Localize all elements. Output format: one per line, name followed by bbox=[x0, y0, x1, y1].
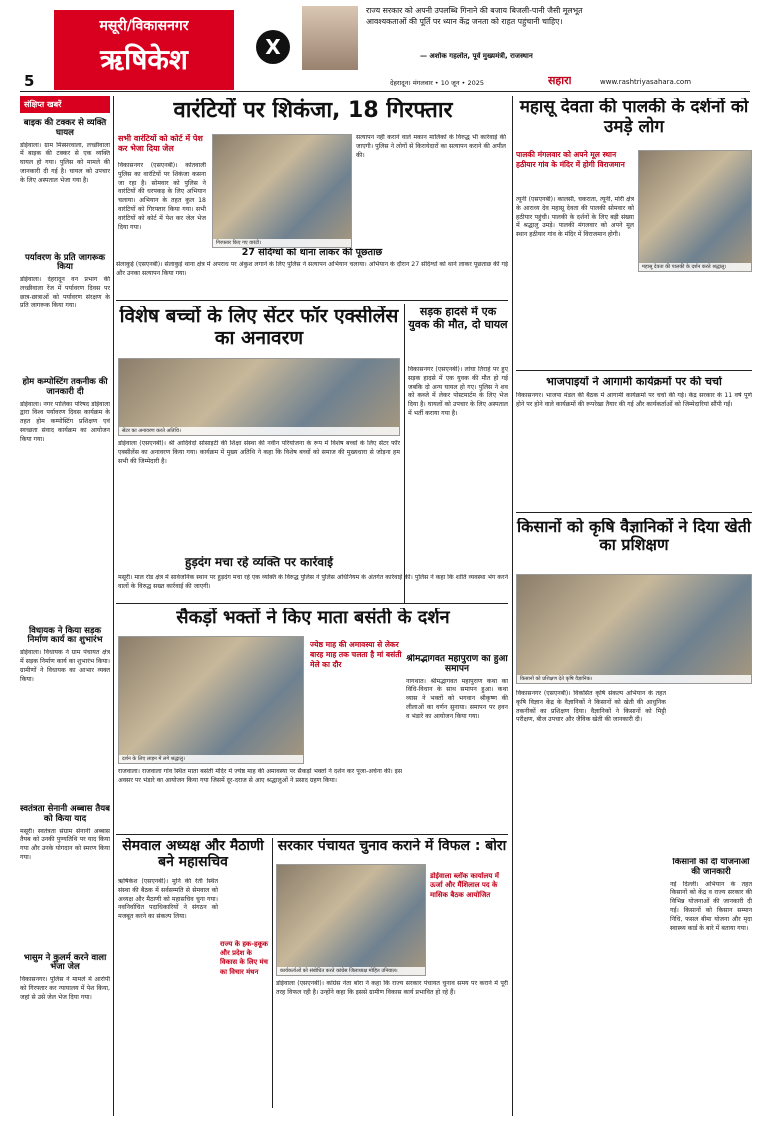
farmers-body: विकासनगर (एसएनबी)। विकसित कृषि संकल्प अभियान के तहत कृषि विज्ञान केंद्र के वैज्ञानिकों ने किसानों को खेती की आधुनिक तकनीकों का प्रशिक्षण दिया। वैज्ञानिकों ने किसानों को मिट्टी परीक्षण, बीज उपचार और जैविक खेती की जानकारी दी। bbox=[516, 690, 666, 724]
brief-body: विकासनगर। पुलिस ने मामले में आरोपी को गिरफ्तार कर न्यायालय में पेश किया, जहां से उसे जेल भेज दिया गया। bbox=[20, 976, 110, 1001]
farmers-headline: किसानों को कृषि वैज्ञानिकों ने दिया खेती का प्रशिक्षण bbox=[517, 518, 751, 555]
website: www.rashtriyasahara.com bbox=[600, 78, 692, 86]
mahasu-body: त्यूनी (एसएनबी)। कालसी, चकराता, त्यूनी, मोरी क्षेत्र के आराध्य देव महासू देवता की पालकी सोमवार को हठीयार पहुंची। पालकी के दर्शनों के लिए बड़ी संख्या में श्रद्धालु उमड़े। पालकी मंगलवार को अपने मूल स्थान हठीयार गांव के मंदिर में विराजमान होगी। bbox=[516, 196, 634, 239]
column-rule bbox=[113, 96, 114, 1116]
section-rule bbox=[116, 300, 508, 301]
callout-text: डोईवाला ब्लॉक कार्यालय में ऊर्जा और मैंशिलाल पद के मासिक बैठक आयोजित bbox=[430, 872, 499, 899]
brief-title: पर्यावरण के प्रति जागरूक किया bbox=[24, 252, 106, 273]
paper-logo: सहारा bbox=[548, 74, 572, 87]
section-banner bbox=[54, 10, 234, 90]
section-title: ऋषिकेश bbox=[100, 43, 188, 76]
edition-label: मसूरी/विकासनगर bbox=[99, 18, 189, 34]
section-rule bbox=[516, 370, 752, 371]
lead-box-title: 27 संदिग्धों को थाना लाकर की पूछताछ bbox=[241, 248, 383, 258]
mahasu-headline: महासू देवता की पालकी के दर्शनों को उमड़े लोग bbox=[519, 98, 749, 137]
photo-caption: किसानों को प्रशिक्षण देते कृषि वैज्ञानिक। bbox=[517, 675, 751, 683]
bora-callout bbox=[430, 872, 508, 900]
devotees-box bbox=[406, 654, 508, 832]
brief-title: भासुम ने कुलर्म करने वाला भेजा जेल bbox=[23, 952, 107, 973]
brief-item bbox=[20, 119, 110, 248]
road-headline: सड़क हादसे में एक युवक की मौत, दो घायल bbox=[408, 306, 508, 331]
semwal-callout bbox=[220, 940, 270, 977]
farmers-photo bbox=[516, 574, 752, 684]
bjp-body: विकासनगर। भाजपा मंडल की बैठक में आगामी कार्यक्रमों पर चर्चा की गई। केंद्र सरकार के 11 वर्ष पूर्ण होने पर होने वाले कार्यक्रमों की रूपरेखा तैयार की गई और कार्यकर्ताओं को जिम्मेदारियां सौंपी गईं। bbox=[516, 392, 752, 408]
brief-item bbox=[20, 378, 110, 621]
bora-headline: सरकार पंचायत चुनाव कराने में विफल : बोरा bbox=[277, 838, 507, 854]
photo-caption: सेंटर का अनावरण करते अतिथि। bbox=[119, 427, 399, 435]
callout-text: ज्येष्ठ माह की अमावस्या से लेकर बारह माह तक चलता है मां बसंती मेले का दौर bbox=[310, 640, 402, 670]
brief-column bbox=[20, 96, 110, 1116]
brief-body: डोईवाला। विधायक ने ग्राम पंचायत क्षेत्र में सड़क निर्माण कार्य का शुभारंभ किया। ग्रामीणों ने विधायक का आभार व्यक्त किया। bbox=[20, 649, 110, 683]
semwal-body: ऋषिकेश (एसएनबी)। मुनि की रेती स्थित संस्था की बैठक में सर्वसम्मति से सेमवाल को अध्यक्ष और मैठाणी को महासचिव चुना गया। नवनिर्वाचित पदाधिकारियों ने संगठन को मजबूत करने का संकल्प लिया। bbox=[118, 878, 218, 921]
column-rule bbox=[512, 96, 513, 1116]
quote-author: — अशोक गहलोत, पूर्व मुख्यमंत्री, राजस्थान bbox=[420, 52, 533, 60]
special-headline: विशेष बच्चों के लिए सेंटर फॉर एक्सीलेंस का अनावरण bbox=[119, 306, 399, 349]
bora-body: डोईवाला (एसएनबी)। कांग्रेस नेता बोरा ने कहा कि राज्य सरकार पंचायत चुनाव समय पर कराने में पूरी तरह विफल रही है। उन्होंने कहा कि इससे ग्रामीण विकास कार्य प्रभावित हो रहे हैं। bbox=[276, 980, 508, 996]
special-body: डोईवाला (एसएनबी)। श्री आदिवेदो सोसाइटी की शिक्षा संस्था की नवीन परियोजना के रूप में विशेष बच्चों के लिए सेंटर फॉर एक्सीलेंस का अनावरण किया गया। कार्यक्रम में मुख्य अतिथि ने कहा कि विशेष बच्चों को समाज की मुख्यधारा से जोड़ना हम सभी की जिम्मेदारी है। bbox=[118, 440, 400, 465]
photo-caption: दर्शन के लिए लाइन में लगे श्रद्धालु। bbox=[119, 755, 303, 763]
brief-body: मसूरी। स्वतंत्रता संग्राम सेनानी अब्बास तैयब को उनकी पुण्यतिथि पर याद किया गया और उनके योगदान को स्मरण किया गया। bbox=[20, 827, 110, 862]
brief-body: डोईवाला। नगर पालिका परिषद डोईवाला द्वारा विश्व पर्यावरण दिवस कार्यक्रम के तहत होम कम्पोस्टिंग प्रशिक्षण एवं स्वच्छता संवाद कार्यक्रम का आयोजन किया गया। bbox=[20, 400, 110, 443]
brief-item bbox=[20, 805, 110, 948]
section-rule bbox=[116, 834, 508, 835]
section-rule bbox=[516, 512, 752, 513]
column-rule bbox=[404, 304, 405, 604]
mahasu-callout bbox=[516, 150, 634, 170]
photo-caption: कार्यकर्ताओं को संबोधित करते कांग्रेस जिलाध्यक्ष मोहित उनियाल। bbox=[277, 967, 425, 975]
section-rule bbox=[116, 603, 508, 604]
hudgana-body: मसूरी। माल रोड क्षेत्र में सार्वजनिक स्थान पर हुड़दंग मचा रहे एक व्यक्ति के विरुद्ध पुलिस ने पुलिस अधिनियम के अंतर्गत कार्रवाई की। पुलिस ने कहा कि शांति व्यवस्था भंग करने वालों के विरुद्ध सख्त कार्रवाई की जाएगी। bbox=[118, 574, 508, 590]
devotees-callout bbox=[310, 640, 402, 670]
road-body: विकासनगर (एसएनबी)। लांघा तिराहे पर हुए सड़क हादसे में एक युवक की मौत हो गई जबकि दो अन्य घायल हो गए। पुलिस ने शव को कब्जे में लेकर पोस्टमार्टम के लिए भेज दिया है। घायलों को उपचार के लिए अस्पताल में भर्ती कराया गया है। bbox=[408, 366, 508, 417]
devotees-box-body: नागथात। श्रीमद्भागवत महापुराण कथा का विधि-विधान के साथ समापन हुआ। कथा व्यास ने भक्तों को भगवान श्रीकृष्ण की लीलाओं का वर्णन सुनाया। समापन पर हवन व भंडारे का आयोजन किया गया। bbox=[406, 677, 508, 720]
masthead bbox=[0, 0, 768, 92]
devotees-body: राजवाला। राजवाला गांव स्थित माता बसंती मंदिर में ज्येष्ठ माह की अमावस्या पर सैकड़ों भक्तों ने दर्शन कर पूजा-अर्चना की। इस अवसर पर भंडारे का आयोजन किया गया जिसमें दूर-दराज से आए श्रद्धालुओं ने प्रसाद ग्रहण किया। bbox=[118, 768, 402, 784]
semwal-headline: सेमवाल अध्यक्ष और मैठाणी बने महासचिव bbox=[122, 838, 264, 871]
devotees-headline: सैकड़ों भक्तों ने किए माता बसंती के दर्शन bbox=[176, 608, 450, 628]
devotees-photo bbox=[118, 636, 304, 764]
portrait-image bbox=[302, 6, 358, 70]
photo-caption: गिरफ्तार किए गए वारंटी। bbox=[213, 239, 351, 247]
masthead-rule bbox=[20, 91, 750, 92]
lead-subhead: सभी वारंटियों को कोर्ट में पेश कर भेजा दिया जेल bbox=[118, 134, 203, 154]
callout-text: पालकी मंगलवार को अपने मूल स्थान हठीयार गांव के मंदिर में होगी विराजमान bbox=[516, 150, 625, 170]
bjp-headline: भाजपाइयों ने आगामी कार्यक्रमों पर की चर्चा bbox=[546, 376, 722, 388]
lead-box bbox=[116, 248, 508, 298]
special-photo bbox=[118, 358, 400, 436]
brief-item bbox=[20, 627, 110, 800]
masthead-quote: राज्य सरकार को अपनी उपलब्धि गिनाने की बजाय बिजली-पानी जैसी मूलभूत आवश्यकताओं की पूर्ति पर ध्यान केंद्र जनता को राहत पहुंचानी चाहिए। bbox=[366, 6, 583, 26]
dateline: देहरादून। मंगलवार • 10 जून • 2025 bbox=[390, 79, 484, 87]
brief-item bbox=[20, 254, 110, 373]
brief-title: विधायक ने किया सड़क निर्माण कार्य का शुभारंभ bbox=[27, 625, 103, 646]
brief-title: बाइक की टक्कर से व्यक्ति घायल bbox=[23, 118, 107, 138]
hudgana-headline: हुड़दंग मचा रहे व्यक्ति पर कार्रवाई bbox=[184, 556, 334, 569]
mahasu-photo bbox=[638, 150, 752, 272]
brief-body: डोईवाला। देहरादून वन प्रभाग की लच्छीवाला रेंज में पर्यावरण दिवस पर छात्र-छात्राओं को पर्यावरण संरक्षण के प्रति जागरूक किया गया। bbox=[20, 276, 110, 310]
lead-headline: वारंटियों पर शिकंजा, 18 गिरफ्तार bbox=[173, 98, 453, 123]
schemes-box-body: नई दिल्ली। अभियान के तहत किसानों को केंद्र व राज्य सरकार की विभिन्न योजनाओं की जानकारी दी गई। किसानों को किसान सम्मान निधि, फसल बीमा योजना और मृदा स्वास्थ्य कार्ड के बारे में बताया गया। bbox=[670, 880, 752, 932]
lead-photo bbox=[212, 134, 352, 248]
lead-body: विकासनगर (एसएनबी)। कोतवाली पुलिस का वारंटियों पर शिकंजा कसना जा रहा है। सोमवार को पुलिस ने वारंटियों की धरपकड़ के लिए अभियान चलाया। अभियान के तहत कुल 18 वारंटियों को गिरफ्तार किया गया। सभी वारंटियों को कोर्ट में पेश कर जेल भेज दिया गया। bbox=[118, 162, 206, 231]
photo-caption: महासू देवता की पालकी के दर्शन करते श्रद्धालु। bbox=[639, 263, 751, 271]
brief-title: होम कम्पोस्टिंग तकनीक की जानकारी दी bbox=[22, 377, 108, 397]
brief-header: संक्षिप्त खबरें bbox=[20, 96, 110, 113]
schemes-box-title: किसानों को दी योजनाओं की जानकारी bbox=[672, 858, 750, 877]
lead-box-body: सेलाकुई (एसएनबी)। सेलाकुई थाना क्षेत्र में अपराध पर अंकुश लगाने के लिए पुलिस ने सत्यापन अभियान चलाया। अभियान के दौरान 27 संदिग्धों को थाने लाकर पूछताछ की गई और उनका सत्यापन किया गया। bbox=[116, 260, 508, 277]
x-logo-icon: X bbox=[256, 30, 290, 64]
devotees-box-title: श्रीमद्भागवत महापुराण का हुआ समापन bbox=[406, 654, 508, 675]
column-rule bbox=[272, 838, 273, 1108]
schemes-box bbox=[670, 858, 752, 1108]
lead-side-body: सत्यापन नहीं कराने वाले मकान मालिकों के विरुद्ध भी कार्रवाई की जाएगी। पुलिस ने लोगों से किरायेदारों का सत्यापन कराने की अपील की। bbox=[356, 134, 506, 159]
callout-text: राज्य के हक-हकूक और प्रदेश के विकास के लिए मंच का विचार मंथन bbox=[220, 940, 269, 976]
brief-title: स्वतंत्रता सेनानी अब्बास तैयब को किया याद bbox=[20, 804, 110, 824]
page-number: 5 bbox=[24, 72, 35, 90]
brief-body: डोईवाला। ग्राम मिस्सरवाला, लच्छीवाला में बाइक की टक्कर से एक व्यक्ति घायल हो गया। पुलिस को मामले की जानकारी दी गई है। घायल को उपचार के लिए अस्पताल भेजा गया है। bbox=[20, 141, 110, 184]
brief-item bbox=[20, 954, 110, 1077]
bora-photo bbox=[276, 864, 426, 976]
